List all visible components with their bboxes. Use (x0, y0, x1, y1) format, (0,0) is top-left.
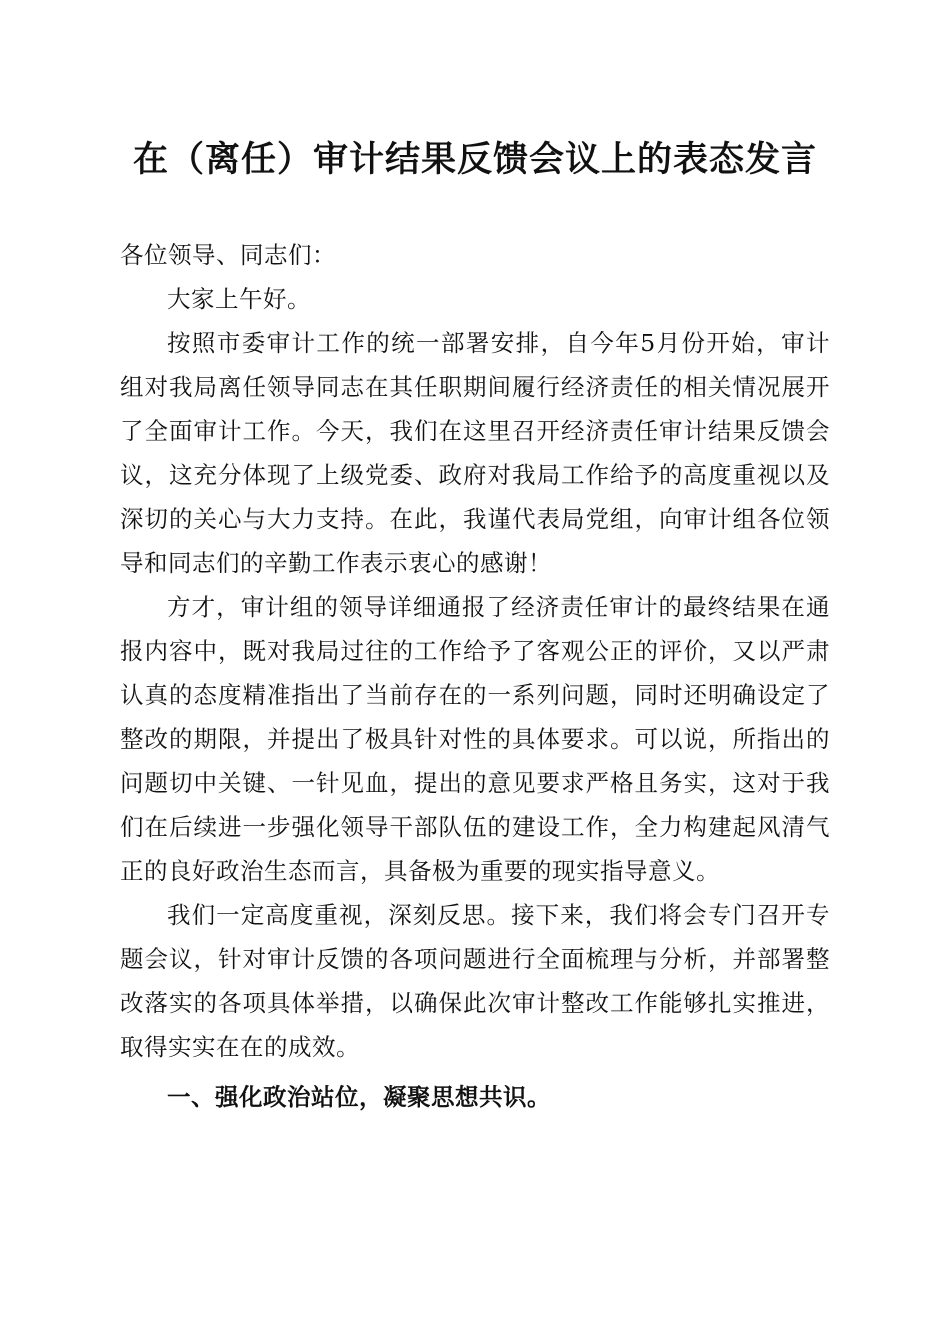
document-body (120, 233, 830, 1119)
paragraph-3: 我们一定高度重视，深刻反思。接下来，我们将会专门召开专题会议，针对审计反馈的各项问题进行全面梳理与分析，并部署整改落实的各项具体举措，以确保此次审计整改工作能够扎实推进，取得实实在在的成效。 (120, 901, 830, 1061)
document-title: 在（离任）审计结果反馈会议上的表态发言 (132, 140, 817, 180)
section-heading-1: 一、强化政治站位，凝聚思想共识。 (167, 1083, 551, 1111)
greeting: 大家上午好。 (167, 285, 311, 313)
paragraph-2: 方才，审计组的领导详细通报了经济责任审计的最终结果在通报内容中，既对我局过往的工作给予了客观公正的评价，又以严肃认真的态度精准指出了当前存在的一系列问题，同时还明确设定了整改的期限，并提出了极具针对性的具体要求。可以说，所指出的问题切中关键、一针见血，提出的意见要求严格且务实，这对于我们在后续进一步强化领导干部队伍的建设工作，全力构建起风清气正的良好政治生态而言，具备极为重要的现实指导意义。 (120, 593, 830, 885)
paragraph-1: 按照市委审计工作的统一部署安排，自今年5月份开始，审计组对我局离任领导同志在其任职期间履行经济责任的相关情况展开了全面审计工作。今天，我们在这里召开经济责任审计结果反馈会议，这充分体现了上级党委、政府对我局工作给予的高度重视以及深切的关心与大力支持。在此，我谨代表局党组，向审计组各位领导和同志们的辛勤工作表示衷心的感谢！ (120, 329, 830, 577)
salutation: 各位领导、同志们： (120, 241, 336, 269)
